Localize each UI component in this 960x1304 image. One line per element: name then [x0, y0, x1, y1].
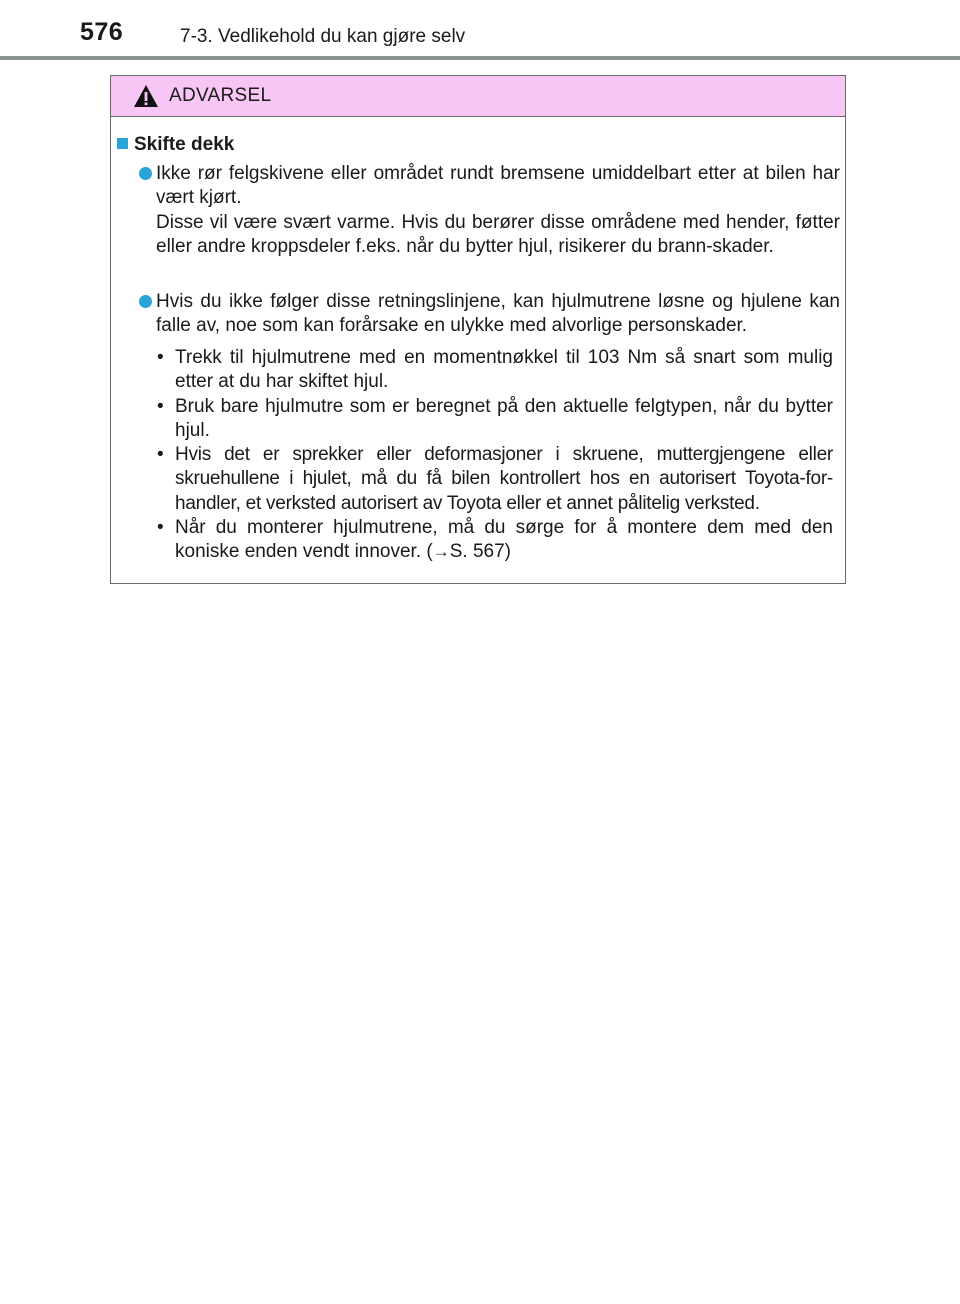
list-item: [155, 516, 833, 565]
warning-box: [110, 75, 846, 584]
page-header: [0, 0, 960, 60]
list-item: [155, 395, 833, 444]
list-bullet: •: [157, 347, 164, 368]
section-title: 7-3. Vedlikehold du kan gjøre selv: [180, 26, 466, 47]
circle-bullet-icon: [139, 167, 152, 180]
warning-triangle-icon: [133, 84, 159, 108]
list-bullet: •: [157, 517, 164, 539]
list-item-text: Trekk til hjulmutrene med en momentnøkkel til 103 Nm så snart som mulig etter at du har skiftet hjul.: [175, 347, 833, 393]
warning-header: [111, 76, 845, 117]
bullet-item: [139, 162, 840, 259]
subheading-text: Skifte dekk: [134, 134, 235, 155]
list-item-text: Bruk bare hjulmutre som er beregnet på den aktuelle felgtypen, når du bytter hjul.: [175, 395, 833, 441]
list-item: [155, 346, 833, 395]
bullet-text: Ikke rør felgskivene eller området rundt bremsene umiddelbart etter at bilen har vært kjørt.: [156, 163, 840, 209]
list-item-text: Hvis det er sprekker eller deformasjoner i skruene, muttergjengene eller skruehullene i hjulet, må du få bilen kontrollert hos en autorisert Toyota-for-handler, et verksted autorisert av Toyota eller et annet pålitelig verksted.: [175, 444, 833, 514]
arrow-right-icon: →: [432, 542, 450, 562]
warning-title: ADVARSEL: [169, 85, 272, 106]
bullet-text: Hvis du ikke følger disse retningslinjene, kan hjulmutrene løsne og hjulene kan falle av, noe som kan forårsake en ulykke med alvorlige personskader.: [156, 291, 840, 337]
header-rule: [0, 56, 960, 60]
page-number: 576: [80, 18, 124, 46]
page-reference-link[interactable]: S. 567): [449, 541, 511, 563]
list-item: [155, 443, 833, 516]
list-item-text: Når du monterer hjulmutrene, må du sørge for å montere dem med den koniske enden vendt innover. (: [175, 517, 833, 563]
square-bullet-icon: [117, 138, 128, 149]
list-bullet: •: [157, 444, 164, 466]
bullet-text: Disse vil være svært varme. Hvis du berører disse områdene med hender, føtter eller andre kroppsdeler f.eks. når du bytter hjul, risikerer du brann-skader.: [156, 211, 840, 257]
list-bullet: •: [157, 395, 164, 417]
circle-bullet-icon: [139, 295, 152, 308]
sub-list: [155, 346, 833, 565]
subheading: [117, 133, 234, 157]
bullet-item: [139, 290, 840, 339]
